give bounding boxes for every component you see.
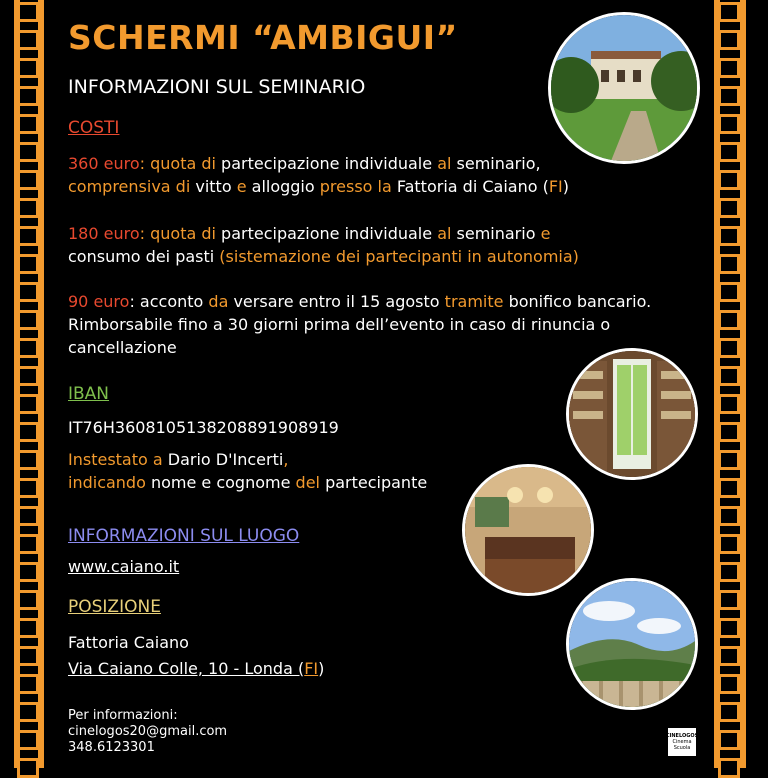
dining-room-photo — [462, 464, 594, 596]
film-perforation — [17, 198, 39, 218]
film-perforation — [718, 254, 740, 274]
cost-paragraph-2: 180 euro: quota di partecipazione individuale al seminario e consumo dei pasti (sistemazione dei partecipanti in autonomia) — [68, 224, 579, 266]
page-title: SCHERMI “AMBIGUI” — [68, 18, 458, 57]
interior-window-photo — [566, 348, 698, 480]
film-perforation — [17, 590, 39, 610]
film-perforation — [17, 618, 39, 638]
film-perforation — [718, 310, 740, 330]
cost-paragraph-1: 360 euro: quota di partecipazione individuale al seminario, comprensiva di vitto e alloggio presso la Fattoria di Caiano (FI) — [68, 154, 569, 196]
film-perforation — [17, 478, 39, 498]
film-strip-left — [8, 0, 48, 768]
costs-heading: COSTI — [68, 118, 120, 138]
film-perforation — [17, 506, 39, 526]
page-subtitle: INFORMAZIONI SUL SEMINARIO — [68, 76, 366, 98]
film-perforation — [17, 394, 39, 414]
film-perforation — [17, 2, 39, 22]
film-perforation — [17, 674, 39, 694]
film-perforation — [718, 758, 740, 778]
film-strip-right — [712, 0, 752, 768]
film-perforation — [718, 282, 740, 302]
film-perforation — [17, 30, 39, 50]
film-perforation — [17, 422, 39, 442]
film-perforation — [17, 730, 39, 750]
film-perforation — [718, 338, 740, 358]
cinelogos-logo: CINELOGOS Cinema Scuola — [668, 728, 696, 756]
film-perforation — [17, 114, 39, 134]
villa-exterior-photo — [548, 12, 700, 164]
film-perforation — [17, 562, 39, 582]
film-perforation — [718, 534, 740, 554]
film-perforation — [718, 646, 740, 666]
film-perforation — [17, 58, 39, 78]
film-perforation — [17, 646, 39, 666]
website-link[interactable]: www.caiano.it — [68, 557, 180, 576]
film-perforation — [718, 590, 740, 610]
film-perforation — [718, 86, 740, 106]
film-perforation — [718, 674, 740, 694]
contact-email[interactable]: cinelogos20@gmail.com — [68, 724, 228, 739]
film-perforation — [718, 114, 740, 134]
film-perforation — [17, 86, 39, 106]
contacts-label: Per informazioni: — [68, 708, 178, 723]
film-perforation — [718, 226, 740, 246]
iban-heading: IBAN — [68, 384, 110, 404]
film-perforation — [17, 142, 39, 162]
venue-address: Via Caiano Colle, 10 - Londa (FI) — [68, 659, 325, 678]
film-perforation — [718, 30, 740, 50]
iban-code: IT76H3608105138208891908919 — [68, 418, 339, 437]
film-perforation — [17, 170, 39, 190]
film-perforation — [718, 506, 740, 526]
film-perforation — [718, 702, 740, 722]
film-perforation — [17, 226, 39, 246]
position-heading: POSIZIONE — [68, 597, 161, 617]
film-perforation — [17, 338, 39, 358]
film-perforation — [718, 170, 740, 190]
film-perforation — [718, 562, 740, 582]
film-perforation — [718, 198, 740, 218]
iban-holder: Instestato a Dario D'Incerti, indicando nome e cognome del partecipante — [68, 450, 428, 492]
film-perforation — [718, 730, 740, 750]
contact-phone[interactable]: 348.6123301 — [68, 740, 155, 755]
contacts — [68, 708, 227, 756]
film-perforation — [718, 618, 740, 638]
film-perforation — [17, 254, 39, 274]
film-perforation — [17, 450, 39, 470]
film-perforation — [718, 394, 740, 414]
film-perforation — [17, 282, 39, 302]
place-info-heading: INFORMAZIONI SUL LUOGO — [68, 526, 300, 546]
film-perforation — [718, 142, 740, 162]
film-perforation — [718, 58, 740, 78]
landscape-photo — [566, 578, 698, 710]
film-perforation — [718, 366, 740, 386]
film-perforation — [17, 366, 39, 386]
venue-name: Fattoria Caiano — [68, 633, 189, 652]
film-perforation — [718, 478, 740, 498]
film-perforation — [718, 422, 740, 442]
film-perforation — [17, 534, 39, 554]
film-perforation — [17, 310, 39, 330]
film-perforation — [17, 758, 39, 778]
film-perforation — [17, 702, 39, 722]
film-perforation — [718, 450, 740, 470]
cost-paragraph-3: 90 euro: acconto da versare entro il 15 agosto tramite bonifico bancario. Rimborsabile fino a 30 giorni prima dell’evento in caso di rinuncia o cancellazione — [68, 292, 652, 357]
film-perforation — [718, 2, 740, 22]
